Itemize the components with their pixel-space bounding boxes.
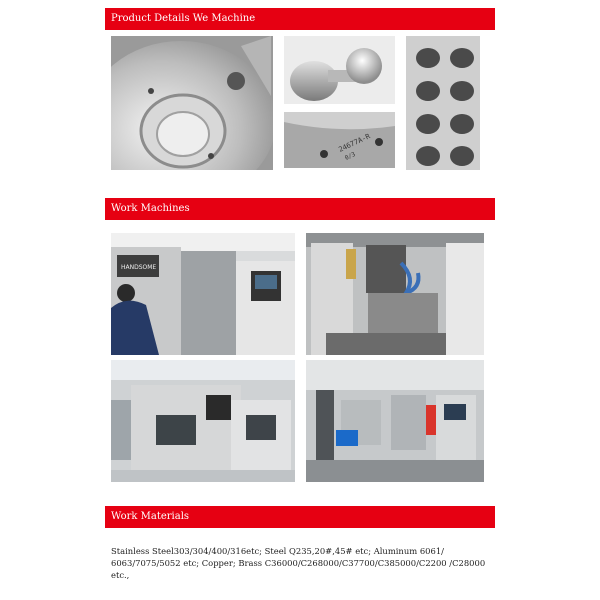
work-materials-title: Work Materials <box>111 511 190 522</box>
work-machines-title: Work Machines <box>111 203 190 214</box>
part-engraving-text: 24677A-R <box>337 132 372 154</box>
photo-aluminum-flange <box>111 36 273 170</box>
photo-cnc-spindle <box>306 233 484 355</box>
photo-engraved-part <box>284 112 395 168</box>
product-details-title: Product Details We Machine <box>111 13 256 24</box>
photo-perforated-block <box>406 36 480 170</box>
photo-cnc-operator <box>111 233 295 355</box>
work-materials-text: Stainless Steel303/304/400/316etc; Steel Q235,20#,45# etc; Aluminum 6061/ 6063/7075/5052 etc; Copper; Brass C36000/C268000/C37700/C385000/C2200 /C28000 etc., <box>111 546 486 580</box>
svg-text:0/3: 0/3 <box>343 150 357 162</box>
photo-ball-stud <box>284 36 395 104</box>
work-machines-header <box>105 198 495 220</box>
machine-brand-text: HANDSOME <box>121 264 157 271</box>
photo-workshop-floor <box>306 360 484 482</box>
work-materials-header <box>105 506 495 528</box>
photo-cnc-lathes <box>111 360 295 482</box>
product-details-header <box>105 8 495 30</box>
